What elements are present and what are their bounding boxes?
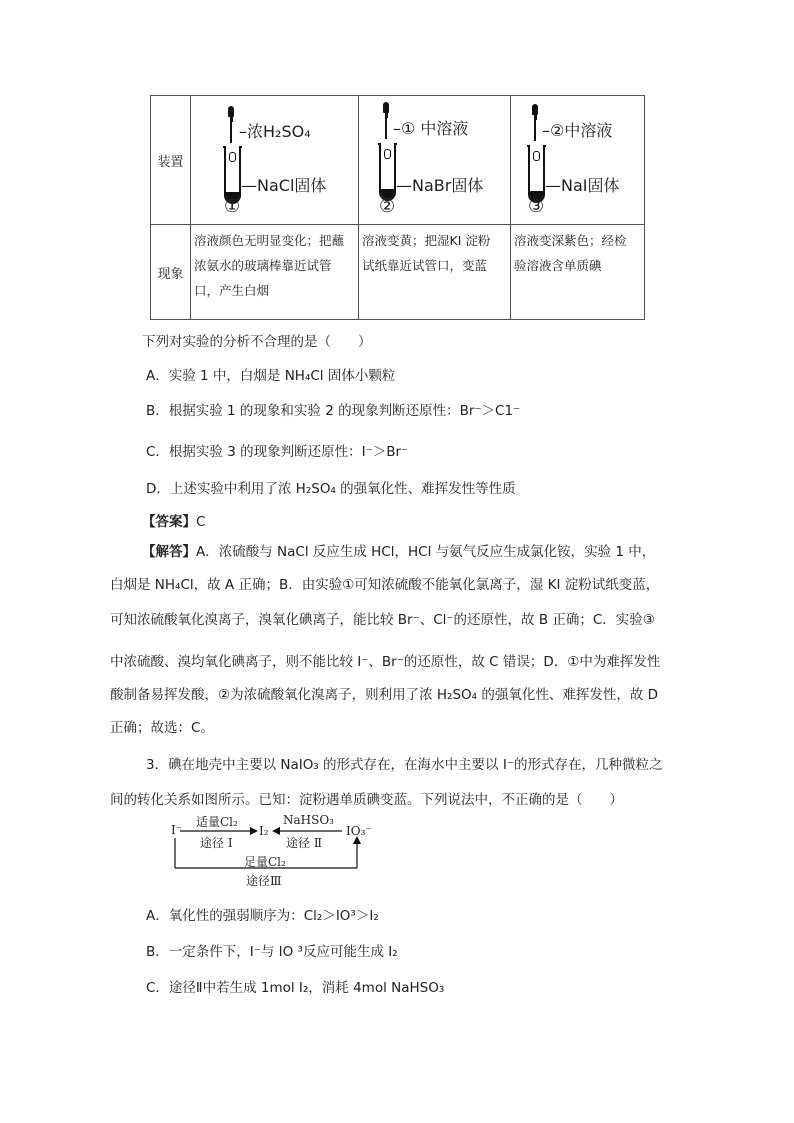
q2-option-c: C．根据实验 3 的现象判断还原性：I⁻＞Br⁻ [146,444,409,460]
path2-reagent: NaHSO₃ [283,813,334,827]
row-label-phenomenon: 现象 [151,225,191,320]
phenomenon-1: 溶液颜色无明显变化；把蘸 浓氨水的玻璃棒靠近试管 口，产生白烟 [191,225,359,320]
q2-stem: 下列对实验的分析不合理的是（ ） [142,334,372,350]
analysis-label: 【解答】 [142,544,196,560]
species-iodide: I⁻ [171,823,183,837]
reagent-top-2: ① 中溶液 [401,119,469,138]
q2-option-a: A．实验 1 中，白烟是 NH₄Cl 固体小颗粒 [146,368,396,384]
q3-option-c: C．途径Ⅱ中若生成 1mol I₂，消耗 4mol NaHSO₃ [146,980,445,996]
species-iodate: IO₃⁻ [346,824,372,838]
species-iodine: I₂ [259,824,269,838]
apparatus-number-2: ② [379,196,396,217]
path1-reagent: 适量Cl₂ [196,815,238,829]
experiment-table [150,95,645,320]
phenomenon-2: 溶液变黄；把湿KI 淀粉 试纸靠近试管口，变蓝 [359,225,511,320]
apparatus-3: –②中溶液 —NaI固体 ③ [511,96,645,225]
reagent-bottom-1: NaCl固体 [257,176,327,195]
q3-stem-line-1: 3．碘在地壳中主要以 NaIO₃ 的形式存在，在海水中主要以 I⁻的形式存在，几种微粒之 [146,757,663,773]
reagent-top-1: 浓H₂SO₄ [247,122,311,141]
q3-option-a: A．氧化性的强弱顺序为：Cl₂＞IO³＞I₂ [146,908,379,924]
q3-stem-line-2: 间的转化关系如图所示。已知：淀粉遇单质碘变蓝。下列说法中，不正确的是（ ） [110,792,623,808]
path3-reagent: 足量Cl₂ [244,855,286,869]
path1-name: 途径 Ⅰ [200,836,233,850]
document-page: 装置 –浓H₂SO₄ —NaCl固体 ① –① 中溶液 —NaBr固体 ② –②中溶液 —NaI固体 ③ 现象 溶液颜色无明显变化；把蘸 浓氨水的玻璃棒靠近试管 口，产生白烟 溶液变黄；把湿KI 淀粉 试纸靠近试管口，变蓝 溶液变深紫色；经检 验溶液含单质碘 下列对实验的分析不合理的是（ ） A．实验 1 中，白烟是 NH₄Cl 固体小颗粒 B．根据实验 1 的现象和实验 2 的现象判断还原性：Br⁻＞C1⁻ C．根据实验 3 的现象判断还原性：I⁻＞Br⁻ D．上述实验中利用了浓 H₂SO₄ 的强氧化性、难挥发性等性质 【答案】C 【解答】A．浓硫酸与 NaCl 反应生成 HCl，HCl 与氨气反应生成氯化铵，实验 1 中， 白烟是 NH₄Cl，故 A 正确；B．由实验①可知浓硫酸不能氧化氯离子，湿 KI 淀粉试纸变蓝， 可知浓硫酸氧化溴离子，溴氧化碘离子，能比较 Br⁻、Cl⁻的还原性，故 B 正确；C．实验③ 中浓硫酸、溴均氧化碘离子，则不能比较 I⁻、Br⁻的还原性，故 C 错误；D．①中为难挥发性 酸制备易挥发酸，②为浓硫酸氧化溴离子，则利用了浓 H₂SO₄ 的强氧化性、难挥发性，故 D 正确；故选：C。 3．碘在地壳中主要以 NaIO₃ 的形式存在，在海水中主要以 I⁻的形式存在，几种微粒之 间的转化关系如图所示。已知：淀粉遇单质碘变蓝。下列说法中，不正确的是（ ） I⁻ I₂ IO₃⁻ 适量Cl₂ 途径 Ⅰ NaHSO₃ 途径 Ⅱ 足量Cl₂ 途径Ⅲ A．氧化性的强弱顺序为：Cl₂＞IO³＞I₂ B．一定条件下，I⁻与 IO ³反应可能生成 I₂ C．途径Ⅱ中若生成 1mol I₂，消耗 4mol NaHSO₃ [0,0,794,1123]
apparatus-row [151,96,645,225]
path3-name: 途径Ⅲ [246,874,282,888]
reagent-top-3: ②中溶液 [550,121,613,140]
reagent-bottom-2: NaBr固体 [412,176,484,195]
row-label-apparatus: 装置 [151,96,191,225]
apparatus-1: –浓H₂SO₄ —NaCl固体 ① [191,96,359,225]
phenomenon-row [151,225,645,320]
answer-value: C [196,514,206,530]
answer-label: 【答案】 [142,514,196,530]
apparatus-2: –① 中溶液 —NaBr固体 ② [359,96,511,225]
q3-option-b: B．一定条件下，I⁻与 IO ³反应可能生成 I₂ [146,944,398,960]
q2-option-b: B．根据实验 1 的现象和实验 2 的现象判断还原性：Br⁻＞C1⁻ [146,403,521,419]
phenomenon-3: 溶液变深紫色；经检 验溶液含单质碘 [511,225,645,320]
reagent-bottom-3: NaI固体 [561,176,620,195]
apparatus-number-3: ③ [528,196,545,217]
conversion-scheme [170,813,372,888]
apparatus-number-1: ① [224,196,241,217]
q2-option-d: D．上述实验中利用了浓 H₂SO₄ 的强氧化性、难挥发性等性质 [146,481,516,497]
q2-answer [142,510,205,530]
path2-name: 途径 Ⅱ [286,836,322,850]
